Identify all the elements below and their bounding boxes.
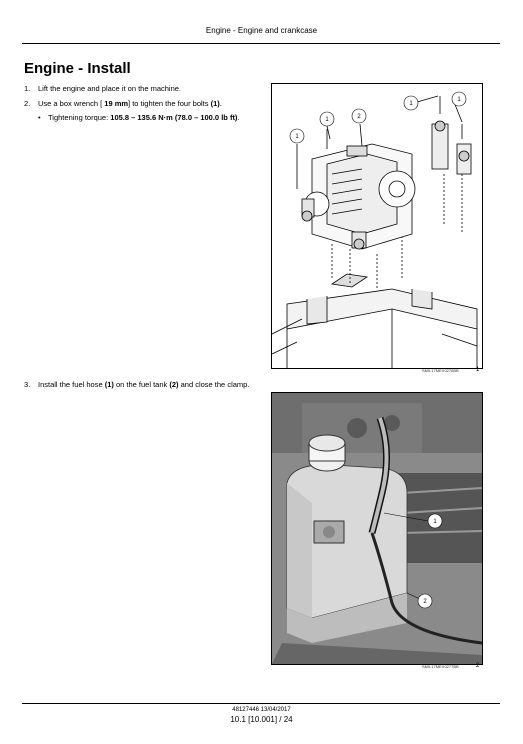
- step-number: 2.: [24, 98, 31, 108]
- step-text: Use a box wrench [ 19 mm] to tighten the four bolts (1).: [38, 98, 222, 108]
- callout-1: 1: [457, 97, 461, 103]
- tool-size: 19 mm: [104, 98, 129, 108]
- torque-value: 105.8 – 135.6 N·m (78.0 – 100.0 lb ft): [110, 113, 238, 122]
- callout-2: 2: [357, 114, 361, 120]
- steps-group-1: [24, 84, 264, 124]
- callout-1: 1: [295, 134, 299, 140]
- torque-spec: • Tightening torque: 105.8 – 135.6 N·m (78.0 – 100.0 lb ft).: [38, 113, 240, 122]
- page-number: 10.1 [10.001] / 24: [230, 715, 293, 724]
- section-title: Engine - Install: [24, 60, 131, 77]
- figure-code: SMIL17MEX0277BB: [422, 664, 459, 669]
- figure-fuel-tank: [271, 392, 483, 665]
- step-text: Install the fuel hose (1) on the fuel tank (2) and close the clamp.: [38, 380, 250, 389]
- figure-code: SMIL17MEX0276BB: [422, 368, 459, 373]
- step-number: 3.: [24, 380, 31, 389]
- running-header: Engine - Engine and crankcase: [205, 26, 318, 35]
- callout-1: 1: [433, 519, 437, 525]
- part-ref: (1): [210, 98, 220, 108]
- step-1: [24, 84, 264, 95]
- callout-2: 2: [423, 599, 427, 605]
- step-2: [24, 99, 264, 110]
- doc-reference: 48127446 13/04/2017: [232, 707, 291, 713]
- footer-rule: [22, 703, 500, 704]
- engine-install-illustration: [272, 84, 482, 368]
- fuel-tank-photo: [272, 393, 482, 664]
- figure-number: 2: [476, 663, 480, 669]
- steps-group-2: [24, 380, 264, 395]
- part-ref: (2): [169, 380, 179, 389]
- header-rule: [22, 43, 500, 44]
- step-3: [24, 380, 264, 391]
- torque-label: Tightening torque:: [48, 113, 109, 122]
- step-text: Lift the engine and place it on the machine.: [38, 84, 182, 93]
- figure-engine-install: [271, 83, 483, 369]
- part-ref: (1): [104, 380, 114, 389]
- step-number: 1.: [24, 84, 31, 93]
- figure-number: 1: [476, 367, 480, 373]
- callout-1: 1: [409, 101, 413, 107]
- callout-1: 1: [325, 117, 329, 123]
- bullet: •: [38, 113, 41, 122]
